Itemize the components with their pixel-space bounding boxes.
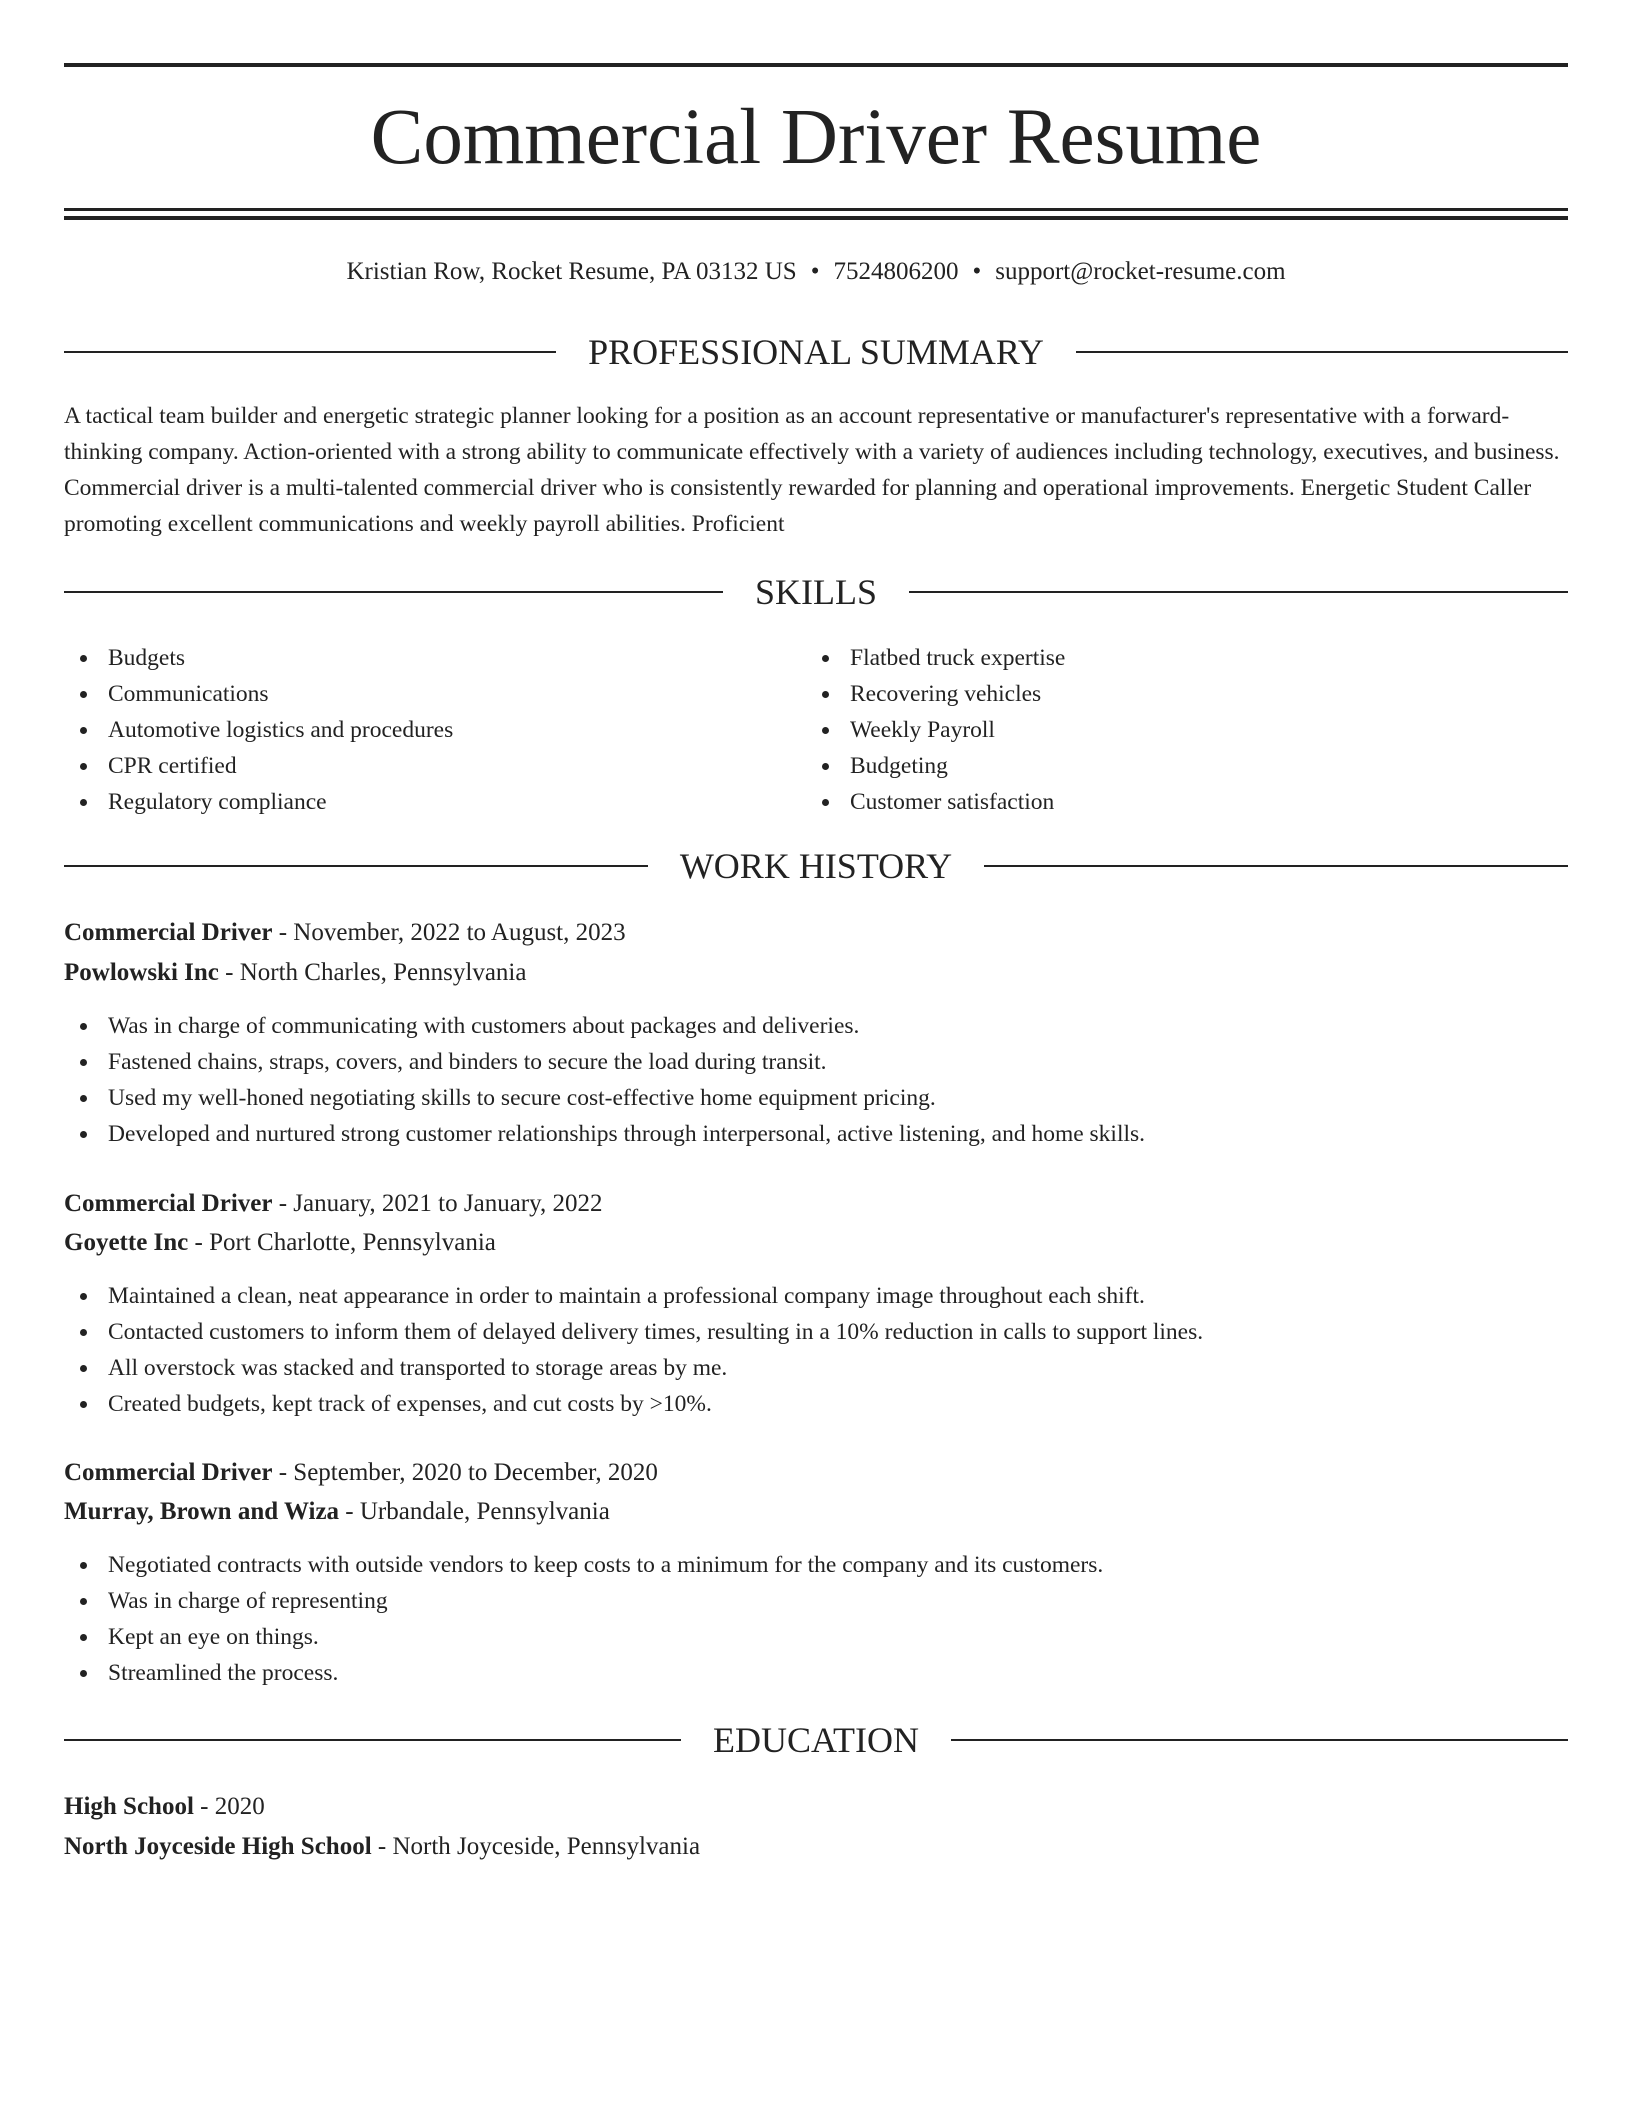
education-heading-label: EDUCATION [713, 1720, 919, 1760]
job-duties-list [64, 1547, 1568, 1691]
work-heading-label: WORK HISTORY [679, 846, 953, 886]
resume-title: Commercial Driver Resume [370, 94, 1262, 181]
job-position: Commercial Driver [64, 1459, 273, 1486]
job-location: - Port Charlotte, Pennsylvania [188, 1229, 496, 1256]
summary-heading-label: PROFESSIONAL SUMMARY [588, 332, 1044, 372]
contact-line [64, 254, 1568, 290]
education-school-line [64, 1829, 700, 1865]
job-dates: - January, 2021 to January, 2022 [272, 1190, 603, 1217]
list-item: Contacted customers to inform them of delayed delivery times, resulting in a 10% reduction in calls to support lines. [64, 1314, 1568, 1350]
skills-section-heading [64, 572, 1568, 612]
skill-item: Budgeting [806, 748, 1065, 784]
job-dates: - November, 2022 to August, 2023 [272, 919, 626, 946]
heading-rule-left [64, 865, 648, 867]
job-dates: - September, 2020 to December, 2020 [272, 1459, 658, 1486]
skill-item: Flatbed truck expertise [806, 640, 1065, 676]
education-year: - 2020 [193, 1793, 265, 1820]
job-company-line [64, 1494, 610, 1530]
contact-address: Kristian Row, Rocket Resume, PA 03132 US [346, 258, 797, 285]
heading-rule-right [1076, 351, 1568, 353]
skills-heading-label: SKILLS [755, 572, 878, 612]
skill-item: Customer satisfaction [806, 784, 1065, 820]
skill-item: Communications [64, 676, 453, 712]
summary-section-heading [64, 332, 1568, 372]
education-location: - North Joyceside, Pennsylvania [371, 1833, 701, 1860]
job-title-line [64, 1186, 603, 1222]
list-item: Maintained a clean, neat appearance in order to maintain a professional company image throughout each shift. [64, 1278, 1568, 1314]
contact-separator: • [972, 258, 982, 285]
job-title-line [64, 1455, 658, 1491]
job-duties-list [64, 1008, 1568, 1152]
education-degree-line [64, 1789, 265, 1825]
job-company: Murray, Brown and Wiza [64, 1498, 340, 1525]
skill-item: Budgets [64, 640, 453, 676]
job-company: Goyette Inc [64, 1229, 189, 1256]
work-section-heading [64, 846, 1568, 886]
list-item: Streamlined the process. [64, 1655, 1568, 1691]
education-school: North Joyceside High School [64, 1833, 372, 1860]
title-bottom-rule [64, 208, 1568, 211]
title-bottom-rule-double [64, 216, 1568, 220]
list-item: Fastened chains, straps, covers, and binders to secure the load during transit. [64, 1044, 1568, 1080]
skill-item: Regulatory compliance [64, 784, 453, 820]
contact-separator: • [810, 258, 820, 285]
list-item: Developed and nurtured strong customer relationships through interpersonal, active listening, and home skills. [64, 1116, 1568, 1152]
list-item: Was in charge of communicating with customers about packages and deliveries. [64, 1008, 1568, 1044]
job-duties-list [64, 1278, 1568, 1422]
skills-list-right [806, 640, 1065, 820]
list-item: Created budgets, kept track of expenses, and cut costs by >10%. [64, 1386, 1568, 1422]
heading-rule-left [64, 1739, 681, 1741]
job-company-line [64, 955, 526, 991]
education-degree: High School [64, 1793, 194, 1820]
heading-rule-left [64, 591, 723, 593]
list-item: Negotiated contracts with outside vendors to keep costs to a minimum for the company and its customers. [64, 1547, 1568, 1583]
job-position: Commercial Driver [64, 919, 273, 946]
education-section-heading [64, 1720, 1568, 1760]
skill-item: Weekly Payroll [806, 712, 1065, 748]
skill-item: Automotive logistics and procedures [64, 712, 453, 748]
job-location: - North Charles, Pennsylvania [218, 959, 527, 986]
contact-phone: 7524806200 [833, 258, 959, 285]
list-item: All overstock was stacked and transported to storage areas by me. [64, 1350, 1568, 1386]
heading-rule-right [909, 591, 1568, 593]
title-top-rule [64, 63, 1568, 67]
skill-item: CPR certified [64, 748, 453, 784]
list-item: Was in charge of representing [64, 1583, 1568, 1619]
job-company-line [64, 1225, 496, 1261]
skills-list-left [64, 640, 453, 820]
skill-item: Recovering vehicles [806, 676, 1065, 712]
job-position: Commercial Driver [64, 1190, 273, 1217]
job-company: Powlowski Inc [64, 959, 219, 986]
list-item: Kept an eye on things. [64, 1619, 1568, 1655]
job-location: - Urbandale, Pennsylvania [339, 1498, 610, 1525]
heading-rule-right [951, 1739, 1568, 1741]
contact-email: support@rocket-resume.com [995, 258, 1286, 285]
job-title-line [64, 915, 626, 951]
summary-text: A tactical team builder and energetic strategic planner looking for a position as an account representative or manufacturer's representative with a forward-thinking company. Action-oriented with a strong ability to communicate effectively with a variety of audiences including technology, executives, and business. Commercial driver is a multi-talented commercial driver who is consistently rewarded for planning and operational improvements. Energetic Student Caller promoting excellent communications and weekly payroll abilities. Proficient [64, 403, 1560, 537]
heading-rule-left [64, 351, 556, 353]
heading-rule-right [984, 865, 1568, 867]
list-item: Used my well-honed negotiating skills to secure cost-effective home equipment pricing. [64, 1080, 1568, 1116]
